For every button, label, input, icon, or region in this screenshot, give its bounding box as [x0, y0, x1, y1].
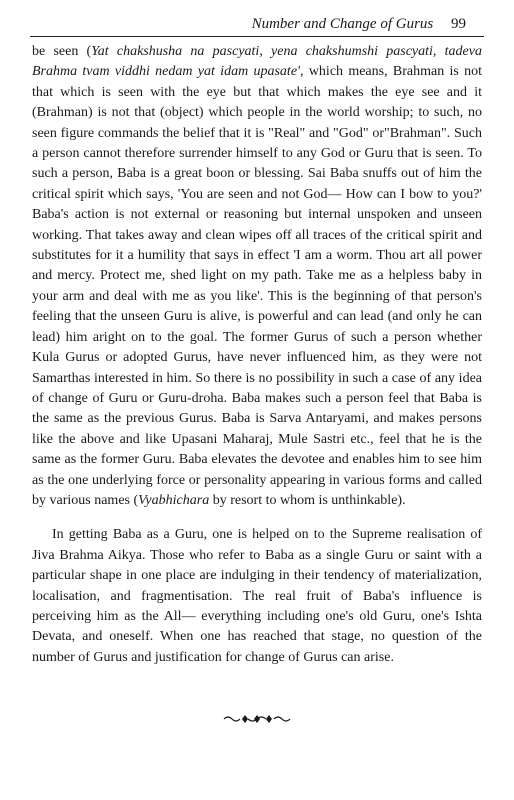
paragraph-1-tail: by resort to whom is unthinkable). [209, 492, 406, 508]
running-head [252, 16, 466, 33]
paragraph-2: In getting Baba as a Guru, one is helped on to the Supreme realisation of Jiva Brahma Aikya. Those who refer to Baba as a single Guru or saint with a particular shape in one place are indulging in their tendency of materialization, localisation, and fragmentisation. The real fruit of Baba's influence is perceiving him as the All— everything including one's old Guru, one's Ishta Devata, and oneself. When one has reached that stage, no question of the number of Gurus and justification for change of Gurus can arise. [32, 527, 482, 665]
header-rule [30, 36, 484, 37]
paragraph-1-body: which means, Brahman is not that which is seen with the eye but that which makes the eye see and it (Brahman) is not that (object) which people in the world worship; to such, no seen figure commands the belief that it is "Real" and "God" or"Brahman". Such a person cannot therefore surrender himself to any God or Guru that is seen. To such a person, Baba is a great boon or blessing. Sai Baba snuffs out of him the critical spirit which says, 'You are seen and not God— How can I bow to you?' Baba's action is not external or reasoning but internal unspoken and unseen working. That takes away and clean wipes off all traces of the critical spirit and substitutes for it a humility that says in effect 'I am a worm. Thou art all power and mercy. Protect me, shed light on my path. Take me as a helpless baby in your arm and deal with me as you like'. This is the beginning of that person's feeling that the unseen Guru is alive, is powerful and can lead (and only he can lead) him aright on to the goal. The former Gurus of such a person whether Kula Gurus or adopted Gurus, have never influenced him, as they were not Samarthas interested in him. So there is no possibility in such a case of any idea of change of Guru or Guru-droha. Baba makes such a person feel that Baba is the same as the previous Gurus. Baba is Sarva Antaryami, and makes persons like the above and like Upasani Maharaj, Mule Sastri etc., feel that he is the same as the former Guru. Baba elevates the devotee and enables him to see him as the one underlying force or personality appearing in various forms and called by various names ( [32, 64, 482, 508]
running-title: Number and Change of Gurus [251, 16, 434, 32]
diamond-vine-ornament-icon [222, 712, 292, 726]
sanskrit-quote: Yat chakshusha na pascyati, yena chakshumshi pascyati, tadeva Brahma tvam viddhi nedam yat idam upasate', [32, 44, 482, 80]
page-number: 99 [451, 16, 466, 32]
body-text [32, 42, 482, 668]
vyabhichara-term: Vyabhichara [138, 492, 210, 508]
paragraph-1 [32, 42, 482, 511]
paragraph-1-lead: be seen ( [32, 44, 92, 59]
